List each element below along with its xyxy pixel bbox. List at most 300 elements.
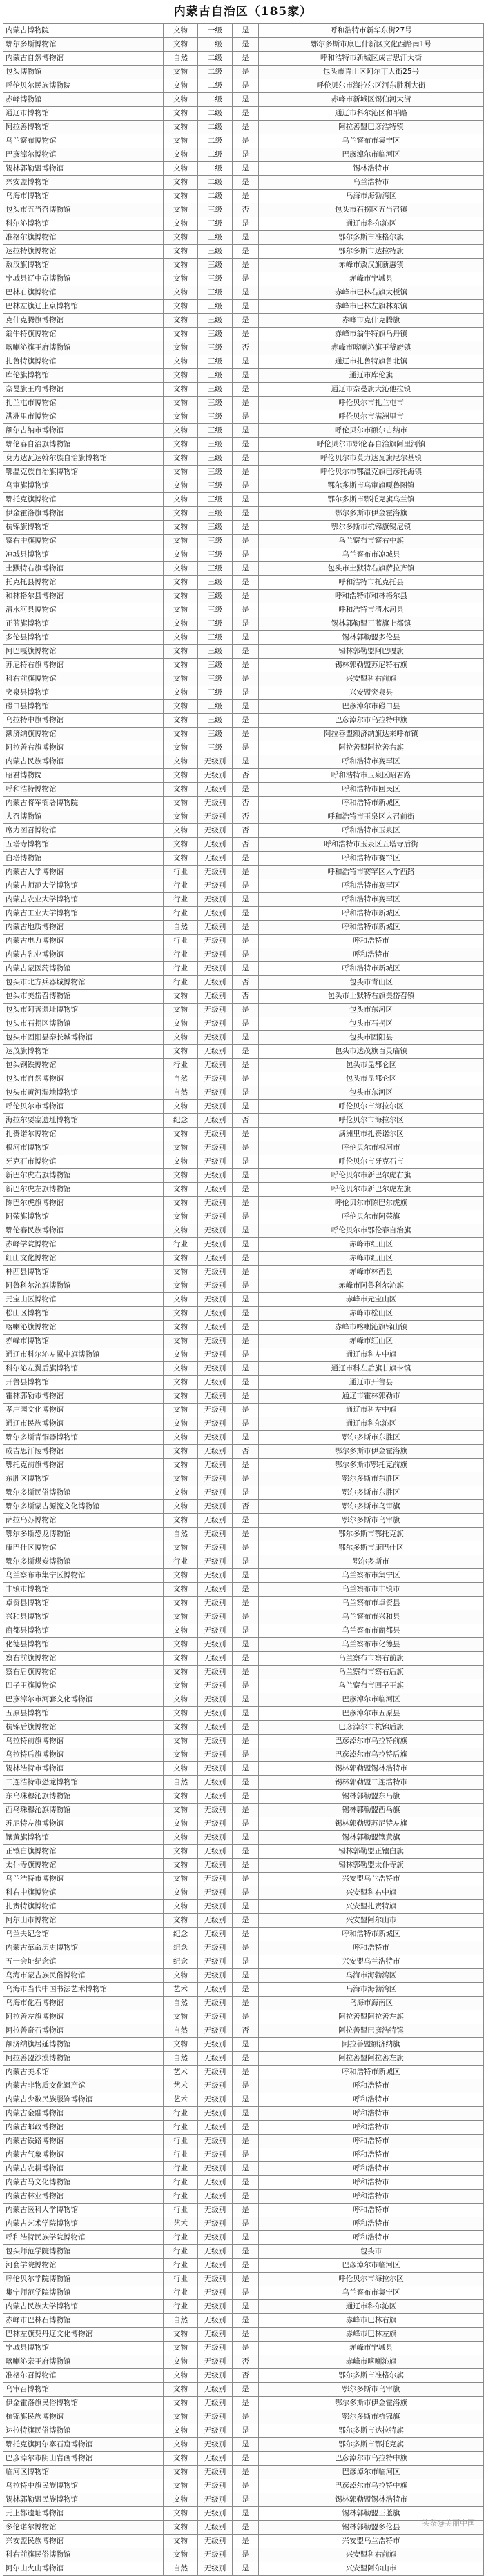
category-cell: 文物 (164, 328, 198, 341)
grade-cell: 无级别 (198, 921, 233, 935)
address-cell: 包头市昆都仑区 (259, 1072, 484, 1086)
table-row (3, 617, 484, 631)
museum-name-cell: 内蒙古民族博物馆 (3, 755, 164, 769)
address-cell: 赤峰市巴林左旗 (259, 2328, 484, 2342)
grade-cell: 无级别 (198, 2204, 233, 2217)
category-cell: 行业 (164, 2190, 198, 2204)
address-cell: 赤峰市阿鲁科尔沁旗 (259, 1279, 484, 1293)
table-row (3, 1721, 484, 1735)
museum-name-cell: 孝庄园文化博物馆 (3, 1404, 164, 1417)
museum-name-cell: 托克托县博物馆 (3, 576, 164, 590)
address-cell: 锡林浩特市 (259, 162, 484, 176)
address-cell: 呼和浩特市 (259, 2162, 484, 2176)
grade-cell: 无级别 (198, 2535, 233, 2548)
free-admission-cell: 是 (233, 162, 259, 176)
grade-cell: 无级别 (198, 2190, 233, 2204)
grade-cell: 三级 (198, 369, 233, 383)
free-admission-cell: 是 (233, 1679, 259, 1693)
grade-cell: 无级别 (198, 1445, 233, 1459)
category-cell: 文物 (164, 1362, 198, 1376)
table-row (3, 1486, 484, 1500)
address-cell: 包头市土默特右旗萨拉齐镇 (259, 562, 484, 576)
museum-name-cell: 鄂伦春民族博物馆 (3, 1224, 164, 1238)
museum-name-cell: 土默特右旗博物馆 (3, 562, 164, 576)
category-cell: 文物 (164, 1169, 198, 1183)
museum-name-cell: 鄂伦春自治旗博物馆 (3, 438, 164, 452)
table-body (3, 24, 484, 2576)
grade-cell: 无级别 (198, 2176, 233, 2190)
category-cell: 文物 (164, 369, 198, 383)
address-cell: 鄂尔多斯市东胜区 (259, 1486, 484, 1500)
category-cell: 文物 (164, 1914, 198, 1928)
table-row (3, 2535, 484, 2548)
free-admission-cell: 是 (233, 1086, 259, 1100)
table-row (3, 1693, 484, 1707)
address-cell: 鄂尔多斯市杭锦旗 (259, 2410, 484, 2424)
address-cell: 赤峰市新城区锡伯河大街 (259, 93, 484, 107)
address-cell: 乌兰察布市察右后旗 (259, 1666, 484, 1679)
free-admission-cell: 是 (233, 2052, 259, 2066)
table-row (3, 2204, 484, 2217)
table-row (3, 1569, 484, 1583)
address-cell: 乌海市海勃湾区 (259, 1969, 484, 1983)
free-admission-cell: 是 (233, 1817, 259, 1831)
grade-cell: 无级别 (198, 893, 233, 907)
free-admission-cell: 是 (233, 1100, 259, 1114)
category-cell: 文物 (164, 1514, 198, 1528)
museum-name-cell: 多伦诺尔博物馆 (3, 2521, 164, 2535)
table-row (3, 2452, 484, 2466)
category-cell: 文物 (164, 231, 198, 245)
category-cell: 文物 (164, 2438, 198, 2452)
category-cell: 文物 (164, 286, 198, 300)
free-admission-cell: 是 (233, 2217, 259, 2231)
free-admission-cell: 否 (233, 2024, 259, 2038)
grade-cell: 三级 (198, 686, 233, 700)
free-admission-cell: 是 (233, 2176, 259, 2190)
free-admission-cell: 是 (233, 1721, 259, 1735)
category-cell: 纪念 (164, 1955, 198, 1969)
address-cell: 赤峰市敖汉旗新惠镇 (259, 259, 484, 272)
grade-cell: 无级别 (198, 1169, 233, 1183)
museum-name-cell: 松山区博物馆 (3, 1307, 164, 1321)
category-cell: 文物 (164, 700, 198, 714)
address-cell: 乌兰察布市察右中旗 (259, 535, 484, 548)
free-admission-cell: 是 (233, 2438, 259, 2452)
address-cell: 呼和浩特市 (259, 2079, 484, 2093)
free-admission-cell: 是 (233, 1155, 259, 1169)
category-cell: 文物 (164, 2038, 198, 2052)
table-row (3, 410, 484, 424)
museum-name-cell: 包头市美岱召博物馆 (3, 990, 164, 1004)
address-cell: 呼伦贝尔市新巴尔虎左旗 (259, 1183, 484, 1197)
address-cell: 乌兰察布市商都县 (259, 1624, 484, 1638)
table-row (3, 1886, 484, 1900)
museum-name-cell: 内蒙古非物质文化遗产馆 (3, 2079, 164, 2093)
category-cell: 文物 (164, 1252, 198, 1266)
grade-cell: 无级别 (198, 2024, 233, 2038)
category-cell: 文物 (164, 1141, 198, 1155)
museum-name-cell: 内蒙古铁路博物馆 (3, 2135, 164, 2148)
museum-name-cell: 呼伦贝尔市博物馆 (3, 1100, 164, 1114)
free-admission-cell: 是 (233, 948, 259, 962)
address-cell: 鄂尔多斯市康巴什新区文化西路南1号 (259, 38, 484, 52)
address-cell: 鄂尔多斯市伊金霍洛旗 (259, 1445, 484, 1459)
address-cell: 鄂尔多斯市准格尔旗 (259, 2369, 484, 2383)
free-admission-cell: 是 (233, 1997, 259, 2010)
free-admission-cell: 是 (233, 783, 259, 797)
grade-cell: 无级别 (198, 2300, 233, 2314)
free-admission-cell: 是 (233, 1983, 259, 1997)
address-cell: 呼和浩特市赛罕区 (259, 879, 484, 893)
table-row (3, 535, 484, 548)
category-cell: 文物 (164, 1762, 198, 1776)
museum-name-cell: 康巴什区博物馆 (3, 1541, 164, 1555)
address-cell: 鄂尔多斯市东胜区 (259, 1472, 484, 1486)
table-row (3, 1045, 484, 1059)
address-cell: 包头市昆都仑区 (259, 1059, 484, 1072)
museum-name-cell: 阿鲁科尔沁旗博物馆 (3, 1279, 164, 1293)
museum-name-cell: 内蒙古艺术学院博物馆 (3, 2217, 164, 2231)
category-cell: 文物 (164, 93, 198, 107)
grade-cell: 无级别 (198, 797, 233, 810)
category-cell: 文物 (164, 1569, 198, 1583)
address-cell: 呼伦贝尔市海拉尔区 (259, 2273, 484, 2286)
category-cell: 文物 (164, 686, 198, 700)
category-cell: 文物 (164, 397, 198, 410)
grade-cell: 无级别 (198, 907, 233, 921)
free-admission-cell: 否 (233, 797, 259, 810)
category-cell: 文物 (164, 2535, 198, 2548)
address-cell: 阿拉善盟阿拉善左旗 (259, 2052, 484, 2066)
category-cell: 文物 (164, 2355, 198, 2369)
museum-name-cell: 包头市阿善遗址博物馆 (3, 1004, 164, 1017)
museum-name-cell: 通辽市博物馆 (3, 107, 164, 121)
address-cell: 锡林郭勒盟正镶白旗 (259, 1845, 484, 1859)
free-admission-cell: 是 (233, 328, 259, 341)
address-cell: 呼和浩特市赛罕区 (259, 893, 484, 907)
category-cell: 行业 (164, 2162, 198, 2176)
grade-cell: 无级别 (198, 1362, 233, 1376)
category-cell: 文物 (164, 1679, 198, 1693)
museum-name-cell: 正镶白旗博物馆 (3, 1845, 164, 1859)
address-cell: 兴安盟阿尔山市 (259, 2562, 484, 2576)
grade-cell: 无级别 (198, 2410, 233, 2424)
grade-cell: 无级别 (198, 2052, 233, 2066)
address-cell: 巴彦淖尔市临河区 (259, 2259, 484, 2273)
grade-cell: 无级别 (198, 852, 233, 866)
table-row (3, 1583, 484, 1597)
address-cell: 呼和浩特市 (259, 2176, 484, 2190)
free-admission-cell: 是 (233, 93, 259, 107)
table-row (3, 1376, 484, 1390)
category-cell: 文物 (164, 1279, 198, 1293)
museum-name-cell: 呼和浩特民族学院博物馆 (3, 2231, 164, 2245)
free-admission-cell: 是 (233, 1045, 259, 1059)
free-admission-cell: 是 (233, 1266, 259, 1279)
address-cell: 通辽市扎鲁特旗鲁北镇 (259, 355, 484, 369)
free-admission-cell: 是 (233, 2521, 259, 2535)
free-admission-cell: 是 (233, 2328, 259, 2342)
museum-name-cell: 成吉思汗陵博物馆 (3, 1445, 164, 1459)
category-cell: 自然 (164, 1776, 198, 1790)
museum-name-cell: 喀喇沁旗博物馆 (3, 1321, 164, 1335)
grade-cell: 无级别 (198, 976, 233, 990)
free-admission-cell: 是 (233, 2342, 259, 2355)
table-row (3, 1776, 484, 1790)
address-cell: 呼伦贝尔市扎兰屯市 (259, 397, 484, 410)
free-admission-cell: 是 (233, 1307, 259, 1321)
museum-name-cell: 乌海市博物馆 (3, 190, 164, 203)
free-admission-cell: 否 (233, 769, 259, 783)
grade-cell: 无级别 (198, 1086, 233, 1100)
free-admission-cell: 是 (233, 314, 259, 328)
free-admission-cell: 是 (233, 2410, 259, 2424)
grade-cell: 无级别 (198, 2507, 233, 2521)
grade-cell: 无级别 (198, 1707, 233, 1721)
grade-cell: 无级别 (198, 1748, 233, 1762)
free-admission-cell: 是 (233, 1486, 259, 1500)
grade-cell: 三级 (198, 700, 233, 714)
address-cell: 呼和浩特市玉泉区五塔寺后街 (259, 838, 484, 852)
free-admission-cell: 是 (233, 1928, 259, 1941)
museum-name-cell: 内蒙古金融博物馆 (3, 2107, 164, 2121)
address-cell: 兴安盟乌兰浩特市 (259, 1873, 484, 1886)
address-cell: 巴彦淖尔市磴口县 (259, 700, 484, 714)
free-admission-cell: 是 (233, 79, 259, 93)
address-cell: 鄂尔多斯市鄂托克旗乌兰镇 (259, 493, 484, 507)
free-admission-cell: 是 (233, 369, 259, 383)
free-admission-cell: 是 (233, 741, 259, 755)
free-admission-cell: 是 (233, 2259, 259, 2273)
category-cell: 文物 (164, 1817, 198, 1831)
museum-name-cell: 扎兰屯市博物馆 (3, 397, 164, 410)
category-cell: 文物 (164, 1597, 198, 1610)
grade-cell: 三级 (198, 452, 233, 466)
free-admission-cell: 是 (233, 631, 259, 645)
table-row (3, 1128, 484, 1141)
grade-cell: 无级别 (198, 1472, 233, 1486)
table-row (3, 521, 484, 535)
museum-name-cell: 临河区博物馆 (3, 2466, 164, 2479)
grade-cell: 无级别 (198, 935, 233, 948)
category-cell: 文物 (164, 410, 198, 424)
address-cell: 阿拉善盟额济纳旗达来呼布镇 (259, 728, 484, 741)
free-admission-cell: 是 (233, 1638, 259, 1652)
table-row (3, 2286, 484, 2300)
free-admission-cell: 是 (233, 397, 259, 410)
museum-name-cell: 根河市博物馆 (3, 1141, 164, 1155)
free-admission-cell: 是 (233, 2383, 259, 2397)
museum-name-cell: 凉城县博物馆 (3, 548, 164, 562)
free-admission-cell: 是 (233, 1293, 259, 1307)
category-cell: 文物 (164, 1004, 198, 1017)
category-cell: 文物 (164, 1431, 198, 1445)
address-cell: 呼和浩特市新城区 (259, 962, 484, 976)
free-admission-cell: 是 (233, 1804, 259, 1817)
museum-name-cell: 乌兰浩特市博物馆 (3, 1873, 164, 1886)
museum-name-cell: 苏尼特左旗博物馆 (3, 1817, 164, 1831)
free-admission-cell: 是 (233, 2452, 259, 2466)
category-cell: 文物 (164, 1652, 198, 1666)
grade-cell: 无级别 (198, 2273, 233, 2286)
museum-name-cell: 内蒙古民族大学博物馆 (3, 2300, 164, 2314)
free-admission-cell: 是 (233, 2093, 259, 2107)
category-cell: 纪念 (164, 1114, 198, 1128)
table-row (3, 1293, 484, 1307)
grade-cell: 无级别 (198, 755, 233, 769)
address-cell: 鄂尔多斯市乌审旗 (259, 2383, 484, 2397)
museum-name-cell: 阿拉善左旗博物馆 (3, 2010, 164, 2024)
museum-name-cell: 科右中旗博物馆 (3, 1886, 164, 1900)
address-cell: 赤峰市林西县 (259, 1266, 484, 1279)
grade-cell: 无级别 (198, 1997, 233, 2010)
table-row (3, 2148, 484, 2162)
museum-name-cell: 包头市自然博物馆 (3, 1072, 164, 1086)
grade-cell: 无级别 (198, 783, 233, 797)
table-row (3, 866, 484, 879)
grade-cell: 无级别 (198, 1541, 233, 1555)
grade-cell: 无级别 (198, 1638, 233, 1652)
museum-name-cell: 奈曼旗王府博物馆 (3, 383, 164, 397)
free-admission-cell: 是 (233, 1914, 259, 1928)
category-cell: 自然 (164, 1528, 198, 1541)
grade-cell: 无级别 (198, 1873, 233, 1886)
category-cell: 行业 (164, 2245, 198, 2259)
address-cell: 包头市东河区 (259, 1086, 484, 1100)
category-cell: 文物 (164, 162, 198, 176)
table-row (3, 2438, 484, 2452)
table-row (3, 1197, 484, 1210)
free-admission-cell: 否 (233, 838, 259, 852)
table-row (3, 2328, 484, 2342)
grade-cell: 三级 (198, 300, 233, 314)
grade-cell: 二级 (198, 190, 233, 203)
museum-name-cell: 科右前旗博物馆 (3, 672, 164, 686)
grade-cell: 无级别 (198, 1679, 233, 1693)
category-cell: 文物 (164, 1045, 198, 1059)
museum-name-cell: 内蒙古邮政博物馆 (3, 2121, 164, 2135)
grade-cell: 三级 (198, 438, 233, 452)
free-admission-cell: 是 (233, 1900, 259, 1914)
category-cell: 文物 (164, 714, 198, 728)
category-cell: 行业 (164, 1555, 198, 1569)
museum-name-cell: 锡林郭勒盟博物馆 (3, 162, 164, 176)
category-cell: 行业 (164, 2176, 198, 2190)
museum-name-cell: 内蒙古气象博物馆 (3, 2148, 164, 2162)
category-cell: 文物 (164, 1873, 198, 1886)
free-admission-cell: 是 (233, 962, 259, 976)
category-cell: 文物 (164, 1293, 198, 1307)
category-cell: 文物 (164, 1210, 198, 1224)
grade-cell: 无级别 (198, 1514, 233, 1528)
grade-cell: 无级别 (198, 2079, 233, 2093)
category-cell: 文物 (164, 590, 198, 603)
grade-cell: 无级别 (198, 2562, 233, 2576)
table-row (3, 1679, 484, 1693)
free-admission-cell: 是 (233, 1183, 259, 1197)
free-admission-cell: 是 (233, 1321, 259, 1335)
table-row (3, 1790, 484, 1804)
address-cell: 兴安盟扎赉特旗 (259, 1900, 484, 1914)
address-cell: 兴安盟乌兰浩特市 (259, 1955, 484, 1969)
museum-name-cell: 巴彦淖尔市阴山岩画博物馆 (3, 2452, 164, 2466)
category-cell: 文物 (164, 203, 198, 217)
address-cell: 呼和浩特市 (259, 2107, 484, 2121)
table-row (3, 2342, 484, 2355)
table-row (3, 1224, 484, 1238)
free-admission-cell: 否 (233, 2355, 259, 2369)
address-cell: 呼和浩特市托克托县 (259, 576, 484, 590)
address-cell: 兴安盟乌兰浩特市 (259, 2535, 484, 2548)
table-row (3, 783, 484, 797)
grade-cell: 无级别 (198, 838, 233, 852)
address-cell: 包头市东河区 (259, 1004, 484, 1017)
museum-name-cell: 内蒙古大学博物馆 (3, 866, 164, 879)
free-admission-cell: 是 (233, 935, 259, 948)
museum-name-cell: 扎鲁特旗博物馆 (3, 355, 164, 369)
category-cell: 文物 (164, 2424, 198, 2438)
free-admission-cell: 是 (233, 1941, 259, 1955)
category-cell: 文物 (164, 479, 198, 493)
category-cell: 文物 (164, 1390, 198, 1404)
table-row (3, 2521, 484, 2535)
free-admission-cell: 是 (233, 107, 259, 121)
free-admission-cell: 是 (233, 1748, 259, 1762)
table-row (3, 134, 484, 148)
table-row (3, 1817, 484, 1831)
category-cell: 文物 (164, 1266, 198, 1279)
table-row (3, 1059, 484, 1072)
table-row (3, 1528, 484, 1541)
free-admission-cell: 是 (233, 1059, 259, 1072)
category-cell: 文物 (164, 355, 198, 369)
grade-cell: 无级别 (198, 1431, 233, 1445)
category-cell: 行业 (164, 962, 198, 976)
grade-cell: 无级别 (198, 948, 233, 962)
grade-cell: 无级别 (198, 1155, 233, 1169)
category-cell: 文物 (164, 1735, 198, 1748)
museum-name-cell: 乌兰察布市集宁区博物馆 (3, 1569, 164, 1583)
museum-name-cell: 内蒙古电力博物馆 (3, 935, 164, 948)
table-row (3, 355, 484, 369)
table-row (3, 2355, 484, 2369)
address-cell: 乌海市海南区 (259, 1997, 484, 2010)
category-cell: 文物 (164, 2548, 198, 2562)
free-admission-cell: 是 (233, 2548, 259, 2562)
grade-cell: 无级别 (198, 2548, 233, 2562)
table-row (3, 1638, 484, 1652)
grade-cell: 无级别 (198, 2093, 233, 2107)
free-admission-cell: 是 (233, 176, 259, 190)
grade-cell: 无级别 (198, 962, 233, 976)
grade-cell: 二级 (198, 121, 233, 134)
category-cell: 文物 (164, 507, 198, 521)
table-row (3, 921, 484, 935)
museum-name-cell: 科尔沁左翼后旗博物馆 (3, 1362, 164, 1376)
table-row (3, 1183, 484, 1197)
free-admission-cell: 是 (233, 1514, 259, 1528)
free-admission-cell: 是 (233, 24, 259, 38)
address-cell: 通辽市开鲁县 (259, 1376, 484, 1390)
category-cell: 文物 (164, 1721, 198, 1735)
address-cell: 阿拉善盟阿拉善右旗 (259, 741, 484, 755)
table-row (3, 852, 484, 866)
grade-cell: 无级别 (198, 2342, 233, 2355)
category-cell: 文物 (164, 990, 198, 1004)
free-admission-cell: 是 (233, 424, 259, 438)
address-cell: 乌兰察布市化德县 (259, 1638, 484, 1652)
